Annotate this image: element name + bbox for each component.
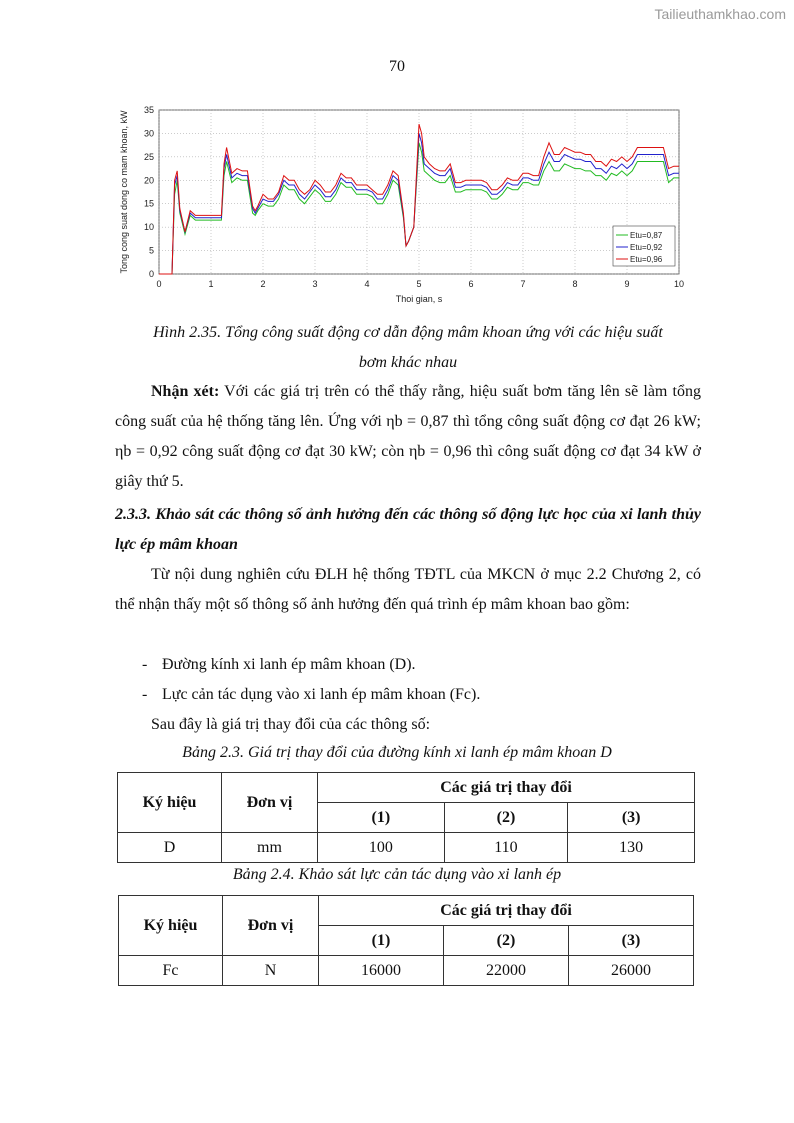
y-tick-label: 0 [148,269,154,279]
legend-entry: Etu=0,92 [630,243,663,252]
table-header: (1) [318,803,445,833]
table-header: Các giá trị thay đổi [319,896,694,926]
table1-caption: Bảng 2.3. Giá trị thay đổi của đường kính xi lanh ép mâm khoan D [182,744,612,761]
table-row [119,956,694,986]
x-tick-label: 7 [520,279,526,289]
watermark: Tailieuthamkhao.com [654,6,786,22]
table-cell: 130 [568,833,695,863]
y-tick-label: 25 [143,151,154,162]
table-cell: D [118,833,222,863]
table-resistance-force [118,895,694,986]
legend-entry: Etu=0,96 [630,255,663,264]
table-header: Ký hiệu [119,896,223,956]
y-axis-label: Tong cong suat dong co mam khoan, kW [119,110,129,274]
remark-paragraph [115,377,701,497]
bullet-item [142,680,480,710]
y-tick-label: 35 [143,105,154,115]
x-tick-label: 4 [364,279,370,289]
y-tick-label: 5 [148,245,154,256]
table-cell: 22000 [443,956,568,986]
bullet-text: Lực cản tác dụng vào xi lanh ép mâm khoan (Fc). [162,686,481,703]
table-header: Đơn vị [222,773,318,833]
bullet-dash: - [142,656,148,673]
remark-text: Với các giá trị trên có thể thấy rằng, hiệu suất bơm tăng lên sẽ làm tổng công suất của hệ thống tăng lên. Ứng với ηb = 0,87 thì tổng công suất động cơ đạt 26 kW; ηb = 0,92 công suất động cơ đạt 30 kW; còn ηb = 0,96 thì công suất động cơ đạt 34 kW ở giây thứ 5. [115,383,701,490]
remark-label: Nhận xét: [151,383,220,400]
x-tick-label: 10 [673,279,685,289]
table-diameter [117,772,695,863]
bullet-item [142,650,416,680]
table-header: (3) [568,926,693,956]
figure-caption-line2: bơm khác nhau [358,354,458,371]
table2-caption: Bảng 2.4. Khảo sát lực cản tác dụng vào xi lanh ép [232,866,562,883]
x-tick-label: 6 [468,279,474,289]
y-tick-label: 15 [143,198,154,209]
x-tick-label: 5 [416,279,422,289]
table-header: Các giá trị thay đổi [318,773,695,803]
table-cell: 26000 [568,956,693,986]
table-header: (3) [568,803,695,833]
legend-entry: Etu=0,87 [630,231,663,240]
table-header: Đơn vị [223,896,319,956]
table-cell: Fc [119,956,223,986]
table-header: (1) [319,926,444,956]
table-cell: mm [222,833,318,863]
after-bullets-text: Sau đây là giá trị thay đổi của các thông số: [151,716,431,733]
intro-paragraph: Từ nội dung nghiên cứu ĐLH hệ thống TĐTL của MKCN ở mục 2.2 Chương 2, có thể nhận thấy một số thông số ảnh hưởng đến quá trình ép mâm khoan bao gồm: [115,566,701,613]
table-cell: 100 [318,833,445,863]
y-tick-label: 10 [143,222,154,233]
table-row [118,833,695,863]
figure-caption-line1: Hình 2.35. Tổng công suất động cơ dẫn động mâm khoan ứng với các hiệu suất [153,324,663,341]
table-header: (2) [444,803,568,833]
x-tick-label: 3 [312,279,318,289]
y-tick-label: 30 [143,128,154,139]
table-header: Ký hiệu [118,773,222,833]
bullet-text: Đường kính xi lanh ép mâm khoan (D). [162,656,416,673]
power-chart [112,100,702,305]
x-axis-label: Thoi gian, s [395,294,443,304]
page-number: 70 [389,58,405,75]
table-header: (2) [443,926,568,956]
bullet-dash: - [142,686,148,703]
table-cell: N [223,956,319,986]
x-tick-label: 1 [208,279,214,289]
table-cell: 110 [444,833,568,863]
table-cell: 16000 [319,956,444,986]
y-tick-label: 20 [143,175,154,186]
x-tick-label: 2 [260,279,266,289]
x-tick-label: 0 [156,279,162,289]
x-tick-label: 8 [572,279,578,289]
section-heading: 2.3.3. Khảo sát các thông số ảnh hưởng đến các thông số động lực học của xi lanh thủy lực ép mâm khoan [115,506,701,553]
figure-caption [115,318,701,378]
x-tick-label: 9 [624,279,630,289]
